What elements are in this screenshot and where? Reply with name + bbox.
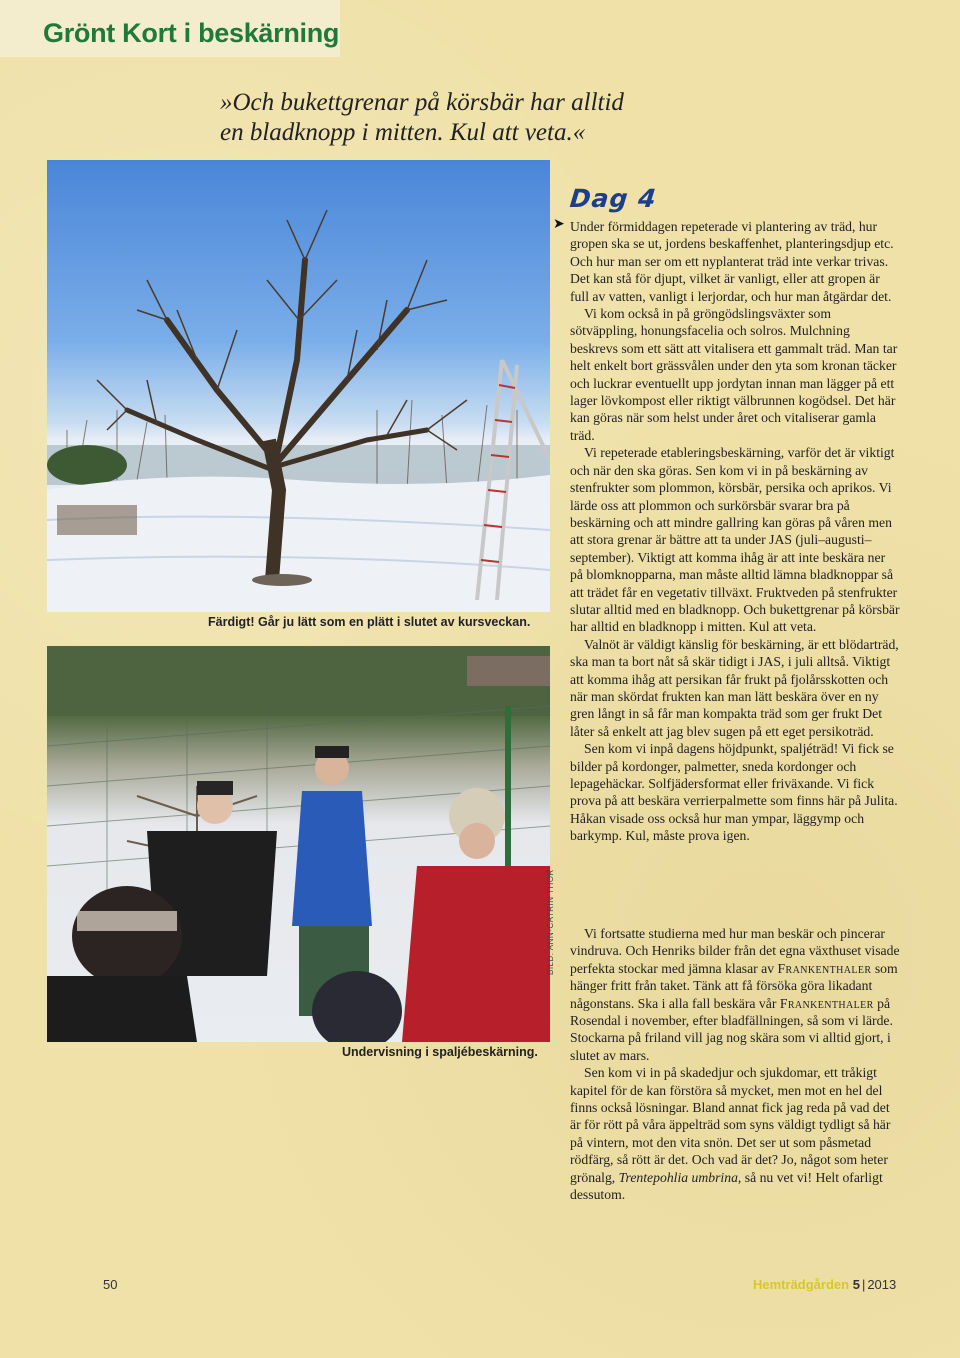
article-paragraph: Vi fortsatte studierna med hur man beskär och pincerar vindruva. Och Henriks bilder från det egna växthuset visade perfekta stockar med jämna klasar av Frankenthaler som hänger fritt från taket. Tänk att få försöka göra likadant någonstans. Ska i alla fall beskära vår Frankenthaler på Rosendal i november, efter bladfällningen, så som vi lärde. Stockarna på friland vill jag nog skära som vi alltid gjort, i slutet av mars. [570,926,900,1063]
article-paragraph: Valnöt är väldigt känslig för beskärning, är ett blödarträd, ska man ta bort nåt så skär tidigt i JAS, i juli alltså. Viktigt att komma ihåg att persikan får frukt på fjolårsskotten och när man skördat frukten kan man lätt beskära över en ny gren långt in så får man kompakta träd som ger frukt Det låter så enkelt att jag blev sugen på ett eget persikoträd. [570,636,899,739]
magazine-name: Hemträdgården [753,1277,850,1292]
tree-illustration [47,160,550,612]
caption-tree: Färdigt! Går ju lätt som en plätt i slutet av kursveckan. [208,615,531,629]
arrow-icon: ➤ [553,216,565,232]
day-heading: Dag 4 [568,184,659,213]
article-column-top [570,218,900,908]
pull-quote-line-2: en bladknopp i mitten. Kul att veta.« [220,119,586,146]
page-number: 50 [103,1277,118,1292]
article-paragraph: Under förmiddagen repeterade vi plantering av träd, hur gropen ska se ut, jordens beskaffenhet, planteringsdjup etc. Och hur man ser om ett nyplanterat träd inte verkar trivas. Det kan stå för djupt, vilket är vanligt, eller att gropen är full av vatten, vanligt i lerjordar, och hur man åtgärdar det. [570,219,894,304]
variety-name: Frankenthaler [777,960,872,976]
issue-year: 2013 [867,1277,897,1292]
pull-quote-line-1: »Och bukettgrenar på körsbär har alltid [220,89,624,116]
article-paragraph: Sen kom vi in på skadedjur och sjukdomar, ett tråkigt kapitel för de kan förstöra så mycket, men mot en hel del finns också lösningar. Bland annat fick jag reda på vad det är för rött på våra äppelträd som syns väldigt tydligt så här på vintern, mot den vita snön. Det ser ut som påsmetad rödfärg, så rött är det. Och vad är det? Jo, något som heter grönalg, Trentepohlia umbrina, så nu vet vi! Helt ofarligt dessutom. [570,1065,891,1203]
article-paragraph: Vi kom också in på gröngödslingsväxter som sötväppling, honungsfacelia och solros. Mulchning beskrevs som ett sätt att vitalisera ett gammalt träd. Man tar helt enkelt bort grässvålen under den yta som kronan täcker och luckrar eventuellt upp jordytan innan man lägger på ett lager lövkompost eller riktigt välbrunnen kogödsel. Det här kan göras när som helst under året och vitaliserar gamla träd. [570,306,898,443]
article-paragraph: Sen kom vi inpå dagens höjdpunkt, spaljéträd! Vi fick se bilder på kordonger, palmetter, sneda kordonger och lepagehäckar. Solfjädersformat eller friväxande. Vi fick prova på att beskära verrierpalmette som finns här på Julita. Håkan visade oss också hur man ympar, läggymp och barkymp. Kul, måste prova igen. [570,741,898,844]
section-title: Grönt Kort i beskärning [43,18,340,48]
caption-class: Undervisning i spaljébeskärning. [342,1045,538,1059]
photo-class [47,646,550,1042]
class-illustration [47,646,550,1042]
latin-name: Trentepohlia umbrina [618,1169,738,1185]
photo-pruned-tree [47,160,550,612]
article-paragraph: Vi repeterade etableringsbeskärning, varför det är viktigt och när den ska göras. Sen kom vi in på beskärning av stenfrukter som plommon, körsbär, persika och aprikos. Vi lärde oss att plommon och surkörsbär svarar bra på beskärning och att mindre gallring kan göras på våren men att stora grenar är bättre att ta under JAS (juli–augusti–september). Viktigt att komma ihåg är att inte beskära ner på blomknopparna, man måste alltid lämna bladknoppar så att trädet får en vegetativ tillväxt. Fruktveden på stenfrukter slutar alltid med en bladknopp. Och bukettgrenar på körsbär har alltid en bladknopp i mitten. Kul att veta. [570,445,900,635]
issue-number: 5 [852,1277,860,1292]
separator: | [861,1277,866,1292]
article-column-bottom [570,925,900,1225]
magazine-info [753,1277,896,1292]
photo-credit: BILD: ANN-CATRIN THOR [546,869,555,975]
pull-quote [220,88,660,148]
variety-name: Frankenthaler [779,995,874,1011]
